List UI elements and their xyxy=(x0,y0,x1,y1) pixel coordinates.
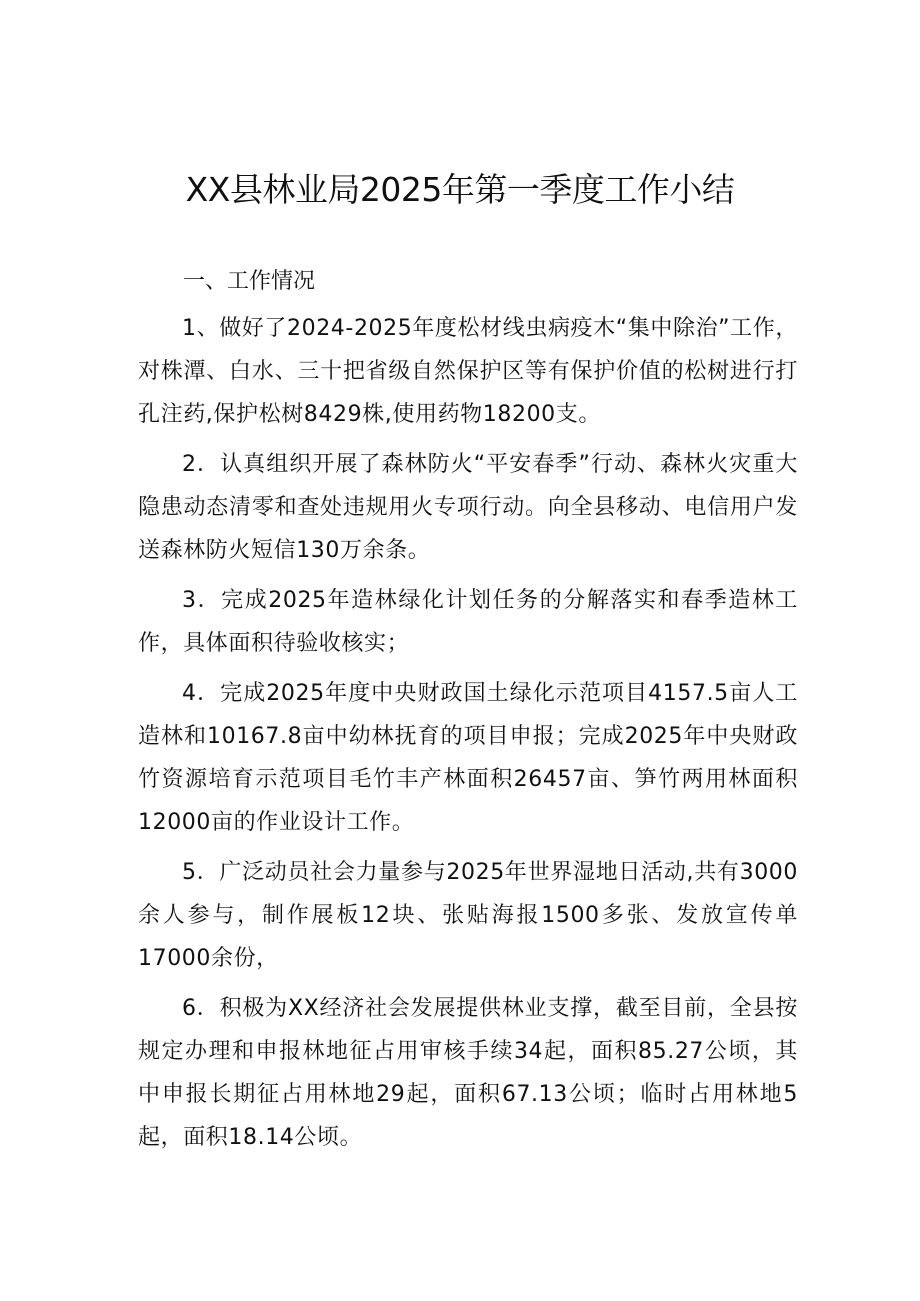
paragraph-1: 1、做好了2024-2025年度松材线虫病疫木“集中除治”工作，对株潭、白水、三十把省级自然保护区等有保护价值的松树进行打孔注药,保护松树8429株,使用药物18200支。 xyxy=(138,316,798,427)
paragraph-3: 3．完成2025年造林绿化计划任务的分解落实和春季造林工作，具体面积待验收核实； xyxy=(138,588,798,656)
section-heading: 一、工作情况 xyxy=(183,269,316,294)
paragraph-2: 2．认真组织开展了森林防火“平安春季”行动、森林火灾重大隐患动态清零和查处违规用火专项行动。向全县移动、电信用户发送森林防火短信130万余条。 xyxy=(138,452,798,563)
section-body xyxy=(138,307,798,1166)
paragraph-6: 6．积极为XX经济社会发展提供林业支撑，截至目前，全县按规定办理和申报林地征占用审核手续34起，面积85.27公顷，其中申报长期征占用林地29起，面积67.13公顷；临时占用林地5起，面积18.14公顷。 xyxy=(138,996,798,1150)
paragraph-4: 4．完成2025年度中央财政国土绿化示范项目4157.5亩人工造林和10167.8亩中幼林抚育的项目申报；完成2025年中央财政竹资源培育示范项目毛竹丰产林面积26457亩、笋竹两用林面积12000亩的作业设计工作。 xyxy=(138,681,798,835)
document-title: XX县林业局2025年第一季度工作小结 xyxy=(185,170,735,209)
paragraph-5: 5．广泛动员社会力量参与2025年世界湿地日活动,共有3000余人参与，制作展板12块、张贴海报1500多张、发放宣传单17000余份， xyxy=(138,860,798,971)
